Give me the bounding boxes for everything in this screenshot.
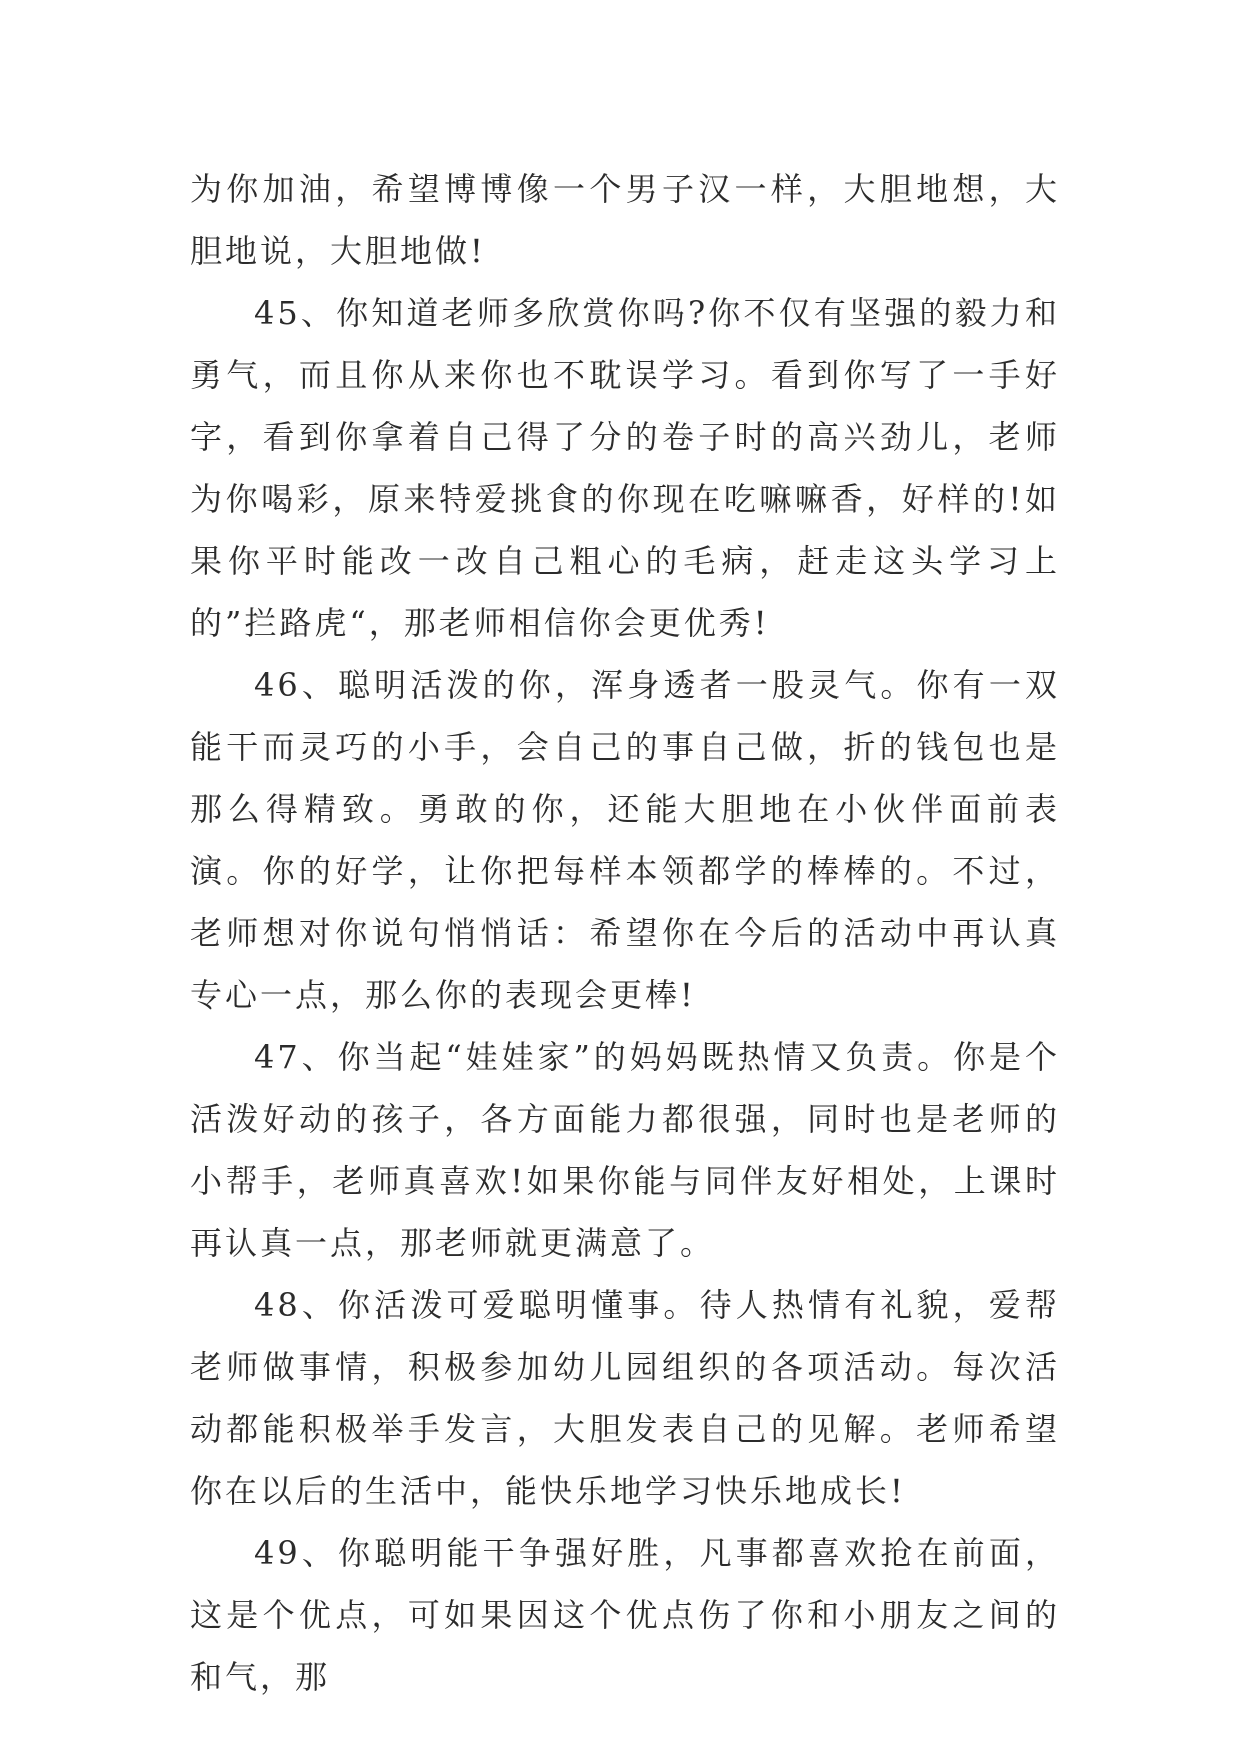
- document-body: [190, 158, 1060, 1708]
- paragraph-45: 45、你知道老师多欣赏你吗?你不仅有坚强的毅力和勇气，而且你从来你也不耽误学习。看到你写了一手好字，看到你拿着自己得了分的卷子时的高兴劲儿，老师为你喝彩，原来特爱挑食的你现在吃嘛嘛香，好样的!如果你平时能改一改自己粗心的毛病，赶走这头学习上的”拦路虎“，那老师相信你会更优秀!: [190, 294, 1060, 642]
- paragraph-continuation: 为你加油，希望博博像一个男子汉一样，大胆地想，大胆地说，大胆地做!: [190, 170, 1060, 270]
- paragraph-47: 47、你当起“娃娃家”的妈妈既热情又负责。你是个活泼好动的孩子，各方面能力都很强，同时也是老师的小帮手，老师真喜欢!如果你能与同伴友好相处，上课时再认真一点，那老师就更满意了。: [190, 1038, 1060, 1262]
- paragraph-48: 48、你活泼可爱聪明懂事。待人热情有礼貌，爱帮老师做事情，积极参加幼儿园组织的各项活动。每次活动都能积极举手发言，大胆发表自己的见解。老师希望你在以后的生活中，能快乐地学习快乐地成长!: [190, 1286, 1060, 1510]
- paragraph-49: 49、你聪明能干争强好胜，凡事都喜欢抢在前面，这是个优点，可如果因这个优点伤了你和小朋友之间的和气，那: [190, 1534, 1060, 1696]
- paragraph-46: 46、聪明活泼的你，浑身透者一股灵气。你有一双能干而灵巧的小手，会自己的事自己做，折的钱包也是那么得精致。勇敢的你，还能大胆地在小伙伴面前表演。你的好学，让你把每样本领都学的棒棒的。不过，老师想对你说句悄悄话：希望你在今后的活动中再认真专心一点，那么你的表现会更棒!: [190, 666, 1060, 1014]
